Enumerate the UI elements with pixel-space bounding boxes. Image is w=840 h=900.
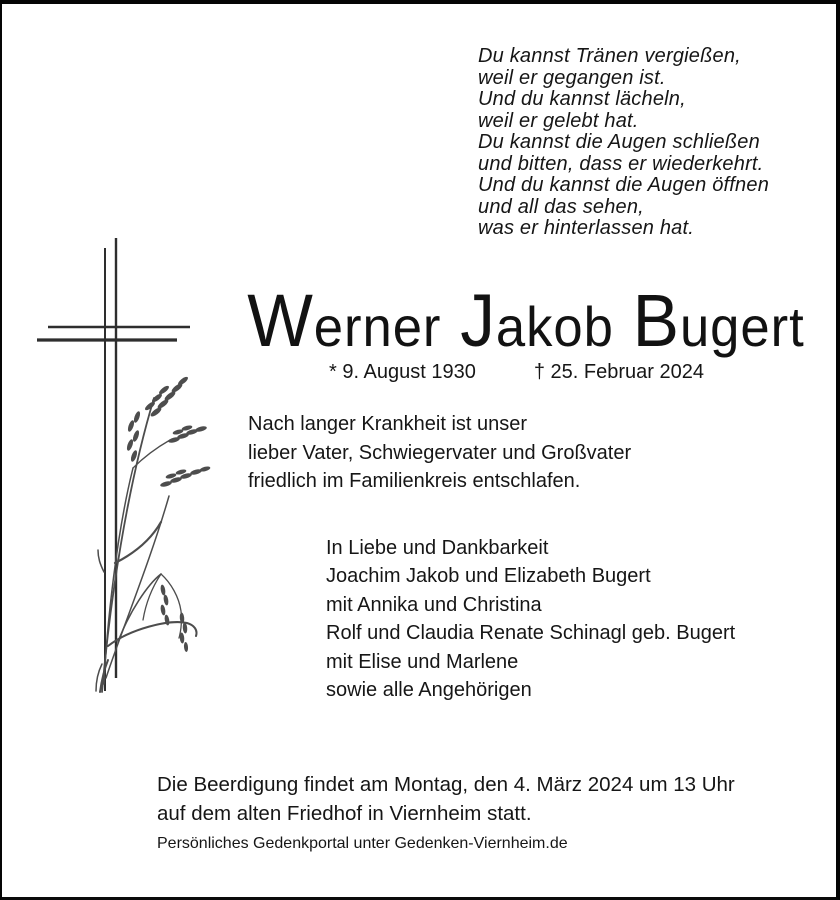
poem-line: Und du kannst die Augen öffnen xyxy=(478,174,770,196)
poem-line: und bitten, dass er wiederkehrt. xyxy=(478,152,764,175)
poem-line: was er hinterlassen hat. xyxy=(478,217,695,239)
deceased-middle-name: Jakob xyxy=(460,279,614,362)
funeral-info xyxy=(157,770,735,828)
mourners-line: In Liebe und Dankbarkeit xyxy=(326,537,549,559)
death-announcement xyxy=(248,410,631,496)
poem-line: und all das sehen, xyxy=(478,195,644,218)
announcement-line: friedlich im Familienkreis entschlafen. xyxy=(248,470,581,492)
poem-line: weil er gelebt hat. xyxy=(478,109,639,132)
funeral-line: auf dem alten Friedhof in Viernheim statt. xyxy=(157,802,532,825)
deceased-last-name: Bugert xyxy=(632,279,805,362)
poem-line: Du kannst die Augen schließen xyxy=(478,131,760,153)
announcement-line: lieber Vater, Schwiegervater und Großvater xyxy=(248,441,632,464)
life-dates xyxy=(230,360,803,384)
mourners-line: sowie alle Angehörigen xyxy=(326,679,532,702)
mourners-list xyxy=(326,534,735,704)
condolence-poem xyxy=(478,46,769,240)
mourners-line: Rolf und Claudia Renate Schinagl geb. Bugert xyxy=(326,622,736,645)
announcement-line: Nach langer Krankheit ist unser xyxy=(248,413,528,435)
death-date: † 25. Februar 2024 xyxy=(533,361,704,383)
cross-and-grass-illustration xyxy=(30,230,220,705)
poem-line: weil er gegangen ist. xyxy=(478,66,666,89)
funeral-line: Die Beerdigung findet am Montag, den 4. März 2024 um 13 Uhr xyxy=(157,773,735,796)
poem-line: Und du kannst lächeln, xyxy=(478,88,686,110)
grass-icon xyxy=(96,398,197,692)
mourners-line: mit Elise und Marlene xyxy=(326,650,519,673)
deceased-first-name: Werner xyxy=(247,279,442,362)
birth-date: * 9. August 1930 xyxy=(329,361,476,383)
mourners-line: mit Annika und Christina xyxy=(326,593,542,616)
poem-line: Du kannst Tränen vergießen, xyxy=(478,45,741,67)
grass-seed-heads xyxy=(126,375,211,652)
memorial-portal-note: Persönliches Gedenkportal unter Gedenken-Viernheim.de xyxy=(157,835,568,852)
mourners-line: Joachim Jakob und Elizabeth Bugert xyxy=(326,565,651,588)
